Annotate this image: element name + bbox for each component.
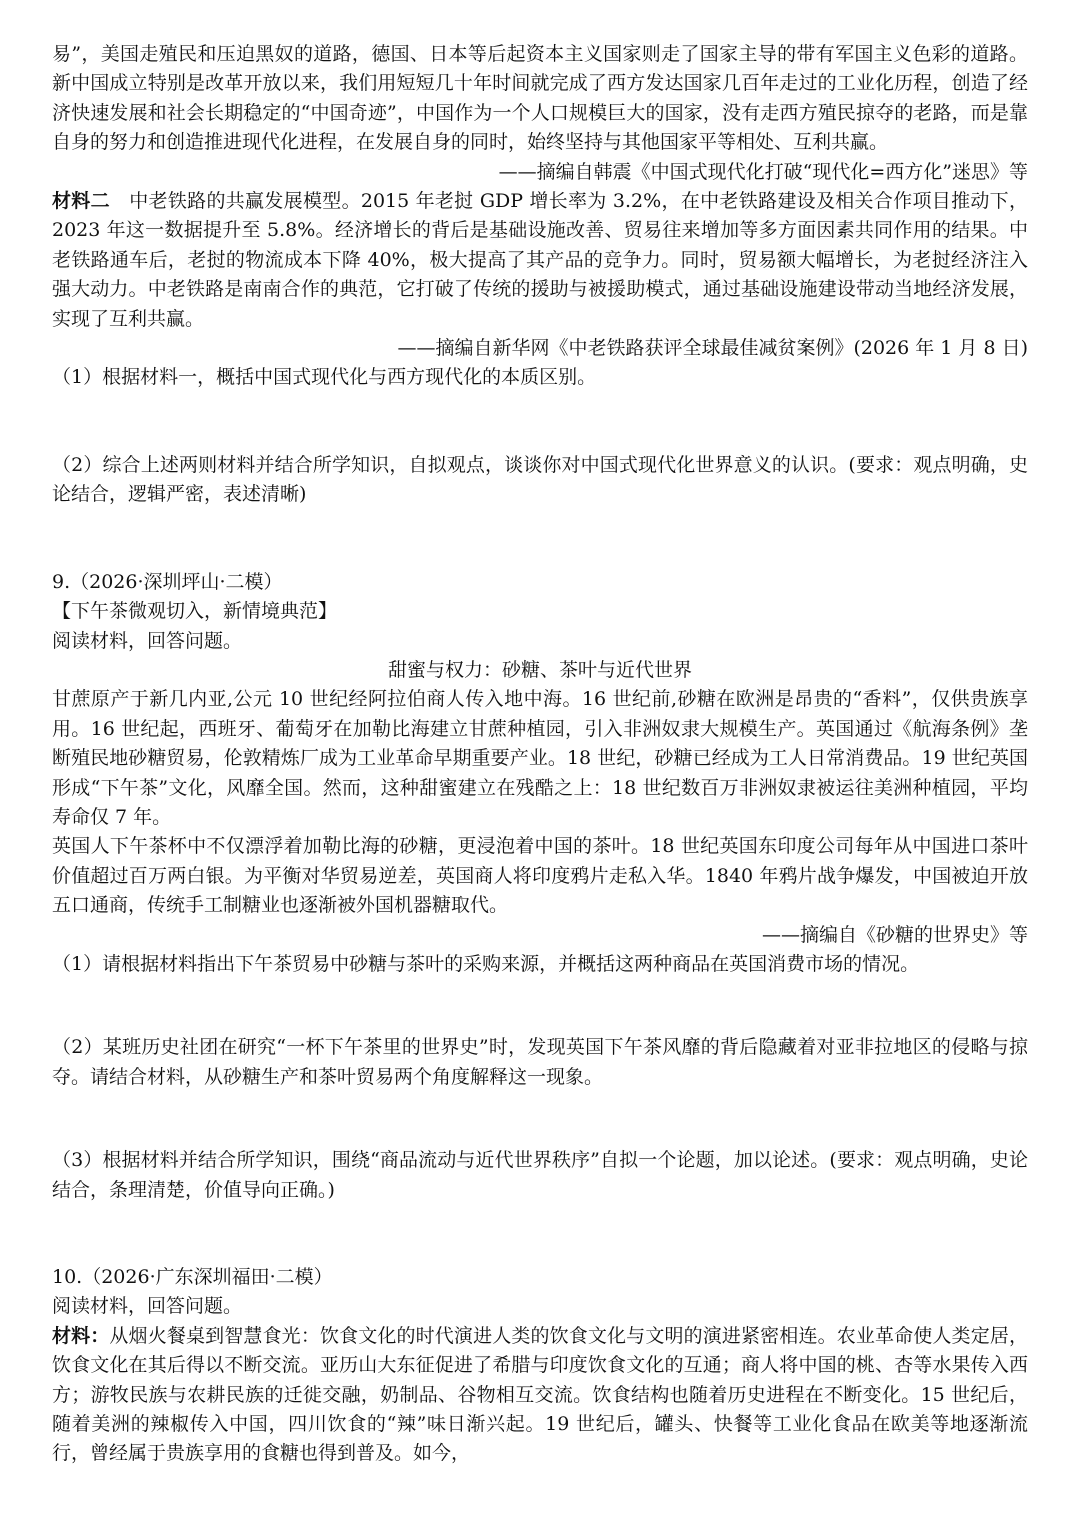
q10-material-label: 材料： xyxy=(52,1324,110,1347)
q9-source: ——摘编自《砂糖的世界史》等 xyxy=(761,923,1028,946)
q9-paragraph-1: 甘蔗原产于新几内亚,公元 10 世纪经阿拉伯商人传入地中海。16 世纪前,砂糖在欧洲是昂贵的“香料”，仅供贵族享用。16 世纪起，西班牙、葡萄牙在加勒比海建立甘蔗种植园，引入非洲奴隶大规模生产。英国通过《航海条例》垄断殖民地砂糖贸易，伦敦精炼厂成为工业革命早期重要产业。18 世纪，砂糖已经成为工人日常消费品。19 世纪英国形成“下午茶”文化，风靡全国。然而，这种甜蜜建立在残酷之上：18 世纪数百万非洲奴隶被运往美洲种植园，平均寿命仅 7 年。 xyxy=(52,688,1028,828)
material2-source: ——摘编自新华网《中老铁路获评全球最佳减贫案例》(2026 年 1 月 8 日) xyxy=(397,337,1028,360)
material2-label: 材料二 xyxy=(52,190,110,213)
q9-paragraph-2: 英国人下午茶杯中不仅漂浮着加勒比海的砂糖，更浸泡着中国的茶叶。18 世纪英国东印度公司每年从中国进口茶叶价值超过百万两白银。为平衡对华贸易逆差，英国商人将印度鸦片走私入华。1840 年鸦片战争爆发，中国被迫开放五口通商，传统手工制糖业也逐渐被外国机器糖取代。 xyxy=(52,835,1028,917)
material2-text: 中老铁路的共赢发展模型。2015 年老挝 GDP 增长率为 3.2%，在中老铁路建设及相关合作项目推动下，2023 年这一数据提升至 5.8%。经济增长的背后是基础设施改善、贸易往来增加等多方面因素共同作用的结果。中老铁路通车后，老挝的物流成本下降 40%，极大提高了其产品的竞争力。同时，贸易额大幅增长，为老挝经济注入强大动力。中老铁路是南南合作的典范，它打破了传统的援助与被援助模式，通过基础设施建设带动当地经济发展，实现了互利共赢。 xyxy=(52,190,1028,330)
q9-question-2: （2）某班历史社团在研究“一杯下午茶里的世界史”时，发现英国下午茶风靡的背后隐藏着对亚非拉地区的侵略与掠夺。请结合材料，从砂糖生产和茶叶贸易两个角度解释这一现象。 xyxy=(52,1036,1028,1088)
answer-space xyxy=(52,979,1028,1033)
answer-space xyxy=(52,510,1028,568)
q10-header: 10.（2026·广东深圳福田·二模） xyxy=(52,1266,333,1288)
answer-space xyxy=(52,393,1028,451)
q8-question-2: （2）综合上述两则材料并结合所学知识，自拟观点，谈谈你对中国式现代化世界意义的认识。(要求：观点明确，史论结合，逻辑严密，表述清晰) xyxy=(52,453,1028,506)
q9-material-title: 甜蜜与权力：砂糖、茶叶与近代世界 xyxy=(387,658,692,681)
q9-question-3: （3）根据材料并结合所学知识，围绕“商品流动与近代世界秩序”自拟一个论题，加以论述。(要求：观点明确，史论结合，条理清楚，价值导向正确。) xyxy=(52,1149,1028,1201)
q9-tag: 【下午茶微观切入，新情境典范】 xyxy=(52,600,338,623)
q10-material xyxy=(52,1322,1028,1469)
q10-instruction: 阅读材料，回答问题。 xyxy=(52,1295,243,1318)
q9-instruction: 阅读材料，回答问题。 xyxy=(52,629,243,652)
material1-paragraph: 易”，美国走殖民和压迫黑奴的道路，德国、日本等后起资本主义国家则走了国家主导的带有军国主义色彩的道路。新中国成立特别是改革开放以来，我们用短短几十年时间就完成了西方发达国家几百年走过的工业化历程，创造了经济快速发展和社会长期稳定的“中国奇迹”，中国作为一个人口规模巨大的国家，没有走西方殖民掠夺的老路，而是靠自身的努力和创造推进现代化进程，在发展自身的同时，始终坚持与其他国家平等相处、互利共赢。 xyxy=(52,43,1028,154)
q10-material-text: 从烟火餐桌到智慧食光：饮食文化的时代演进人类的饮食文化与文明的演进紧密相连。农业革命使人类定居，饮食文化在其后得以不断交流。亚历山大东征促进了希腊与印度饮食文化的互通；商人将中国的桃、杏等水果传入西方；游牧民族与农耕民族的迁徙交融，奶制品、谷物相互交流。饮食结构也随着历史进程在不断变化。15 世纪后，随着美洲的辣椒传入中国，四川饮食的“辣”味日渐兴起。19 世纪后，罐头、快餐等工业化食品在欧美等地逐渐流行，曾经属于贵族享用的食糖也得到普及。如今， xyxy=(52,1324,1028,1465)
q9-header: 9.（2026·深圳坪山·二模） xyxy=(52,570,283,593)
document-page xyxy=(52,40,1028,1469)
answer-space xyxy=(52,1205,1028,1263)
q9-question-1: （1）请根据材料指出下午茶贸易中砂糖与茶叶的采购来源，并概括这两种商品在英国消费市场的情况。 xyxy=(52,952,920,975)
q8-question-1: （1）根据材料一，概括中国式现代化与西方现代化的本质区别。 xyxy=(52,366,597,389)
material2-paragraph xyxy=(52,187,1028,334)
answer-space xyxy=(52,1092,1028,1146)
material1-source: ——摘编自韩震《中国式现代化打破“现代化=西方化”迷思》等 xyxy=(498,160,1028,183)
